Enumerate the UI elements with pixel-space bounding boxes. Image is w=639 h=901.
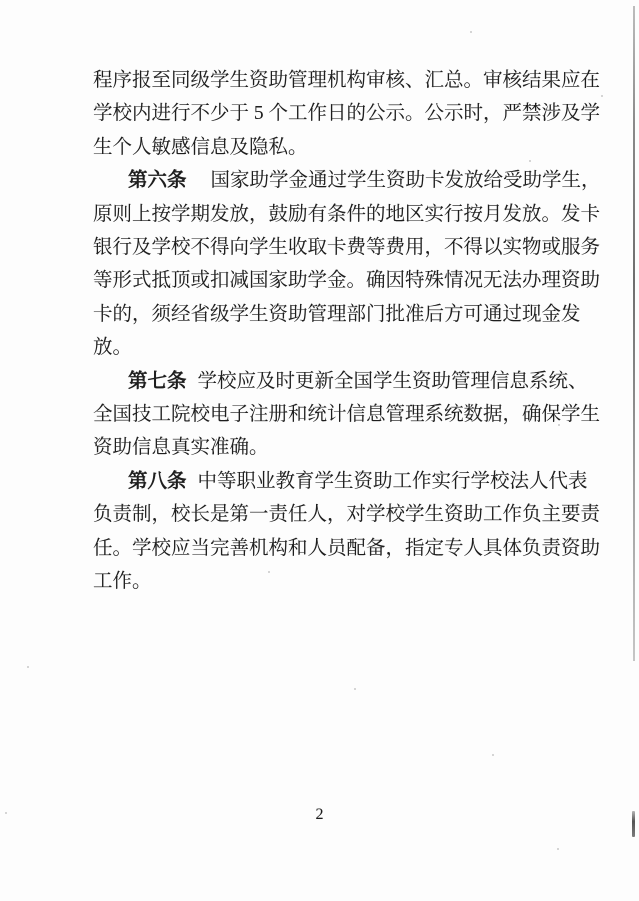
paragraph-article-7 xyxy=(93,365,601,465)
scan-edge-line xyxy=(633,6,635,661)
scan-speck xyxy=(492,754,494,756)
scan-speck xyxy=(601,95,603,97)
text-line-rest: 中等职业教育学生资助工作实行学校法人代表 xyxy=(197,470,588,492)
text-line-rest: 国家助学金通过学生资助卡发放给受助学生， xyxy=(210,170,601,192)
scan-speck xyxy=(354,688,356,690)
text-line: 银行及学校不得向学生收取卡费等费用，不得以实物或服务 xyxy=(93,237,601,259)
text-line: 程序报至同级学生资助管理机构审核、汇总。审核结果应在 xyxy=(93,70,601,91)
article-6-term: 第六条 xyxy=(128,170,187,192)
page-number: 2 xyxy=(315,806,324,823)
text-line: 资助信息真实准确。 xyxy=(93,437,269,459)
text-line: 卡的，须经省级学生资助管理部门批准后方可通过现金发 xyxy=(93,303,581,325)
text-line: 生个人敏感信息及隐私。 xyxy=(93,136,308,158)
text-line: 放。 xyxy=(93,337,133,359)
text-line: 任。学校应当完善机构和人员配备，指定专人具体负责资助 xyxy=(93,537,601,559)
article-8-term: 第八条 xyxy=(128,470,187,492)
scan-speck xyxy=(27,666,29,668)
text-line: 等形式抵顶或扣减国家助学金。确因特殊情况无法办理资助 xyxy=(93,270,601,292)
paragraph-article-6 xyxy=(93,164,601,364)
text-line xyxy=(93,164,601,197)
paragraph-continuation xyxy=(93,64,601,164)
text-line-rest: 学校应及时更新全国学生资助管理信息系统、 xyxy=(197,370,588,392)
text-line: 工作。 xyxy=(93,571,152,593)
text-line: 原则上按学期发放，鼓励有条件的地区实行按月发放。发卡 xyxy=(93,203,601,225)
text-line: 学校内进行不少于 5 个工作日的公示。公示时，严禁涉及学 xyxy=(93,103,601,125)
article-7-term: 第七条 xyxy=(128,370,187,392)
document-text xyxy=(93,64,601,599)
text-line: 全国技工院校电子注册和统计信息管理系统数据，确保学生 xyxy=(93,404,601,426)
text-line: 负责制，校长是第一责任人，对学校学生资助工作负主要责 xyxy=(93,504,601,526)
text-line xyxy=(93,465,598,498)
scan-speck xyxy=(470,31,472,33)
paragraph-article-8 xyxy=(93,465,601,599)
text-line xyxy=(93,365,598,398)
scan-speck xyxy=(557,848,559,850)
